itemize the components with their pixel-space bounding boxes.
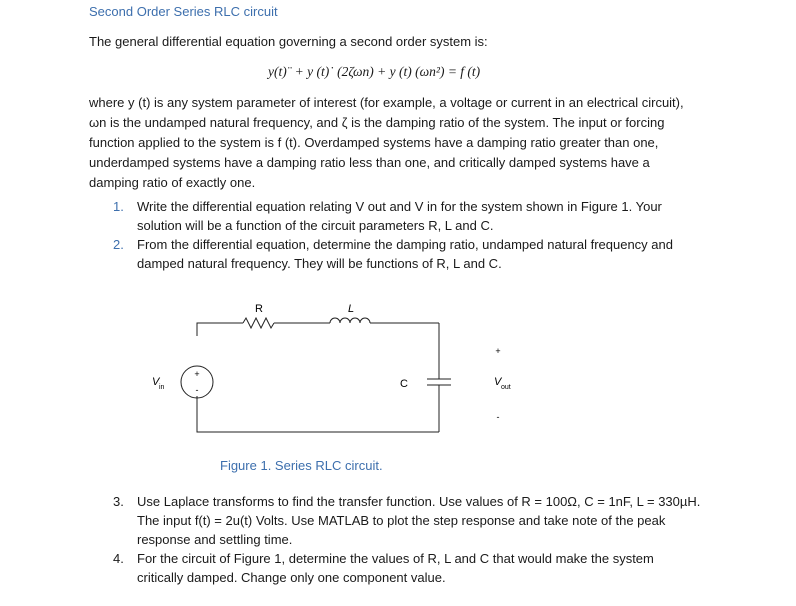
wire-top-left xyxy=(197,323,243,336)
vin-label-sub: in xyxy=(159,384,165,391)
paragraph-line: where y (t) is any system parameter of interest (for example, a voltage or current in an electrical circuit), xyxy=(89,95,684,110)
resistor-label: R xyxy=(255,303,263,315)
vout-label-sub: out xyxy=(501,384,511,391)
source-minus-sign: - xyxy=(195,385,199,395)
list-item-line: critically damped. Change only one component value. xyxy=(137,570,446,585)
inductor-symbol xyxy=(330,318,370,323)
wire-bottom xyxy=(197,396,439,432)
resistor-symbol xyxy=(243,318,274,328)
paragraph-line: ωn is the undamped natural frequency, and ζ is the damping ratio of the system. The input or forcing xyxy=(89,115,665,130)
capacitor-label: C xyxy=(400,378,408,390)
inductor-label: L xyxy=(347,303,355,315)
list-item-line: The input f(t) = 2u(t) Volts. Use MATLAB to plot the step response and take note of the peak xyxy=(137,513,666,528)
differential-equation: y(t)¨ + y (t)˙ (2ζωn) + y (t) (ωn²) = f (t) xyxy=(268,64,481,79)
list-item-line: response and settling time. xyxy=(137,532,293,547)
list-item-line: Use Laplace transforms to find the transfer function. Use values of R = 100Ω, C = 1nF, L = 330µH. xyxy=(137,494,701,509)
list-item-number: 4. xyxy=(113,551,124,566)
list-item-number: 1. xyxy=(113,199,124,214)
paragraph-line: function applied to the system is f (t). Overdamped systems have a damping ratio greater than one, xyxy=(89,135,659,150)
paragraph-line: underdamped systems have a damping ratio less than one, and critically damped systems have a xyxy=(89,155,650,170)
output-minus-sign: - xyxy=(496,412,500,422)
list-item xyxy=(89,549,729,587)
vout-label-main: V xyxy=(494,376,502,388)
source-plus-sign: + xyxy=(194,369,200,379)
list-item-line: Write the differential equation relating V out and V in for the system shown in Figure 1. Your xyxy=(137,199,662,214)
list-item-line: solution will be a function of the circuit parameters R, L and C. xyxy=(137,218,494,233)
section-heading: Second Order Series RLC circuit xyxy=(89,4,278,19)
paragraph-line: damping ratio of exactly one. xyxy=(89,175,256,190)
intro-text: The general differential equation governing a second order system is: xyxy=(89,34,488,49)
list-item-line: damped natural frequency. They will be functions of R, L and C. xyxy=(137,256,502,271)
list-item xyxy=(89,492,729,549)
list-item-line: For the circuit of Figure 1, determine the values of R, L and C that would make the system xyxy=(137,551,654,566)
output-plus-sign: + xyxy=(495,346,501,356)
list-item-number: 2. xyxy=(113,237,124,252)
list-item-number: 3. xyxy=(113,494,124,509)
task-list-second xyxy=(89,492,729,587)
figure-caption: Figure 1. Series RLC circuit. xyxy=(220,458,383,473)
list-item-line: From the differential equation, determine the damping ratio, undamped natural frequency and xyxy=(137,237,673,252)
vin-label-main: V xyxy=(152,376,160,388)
